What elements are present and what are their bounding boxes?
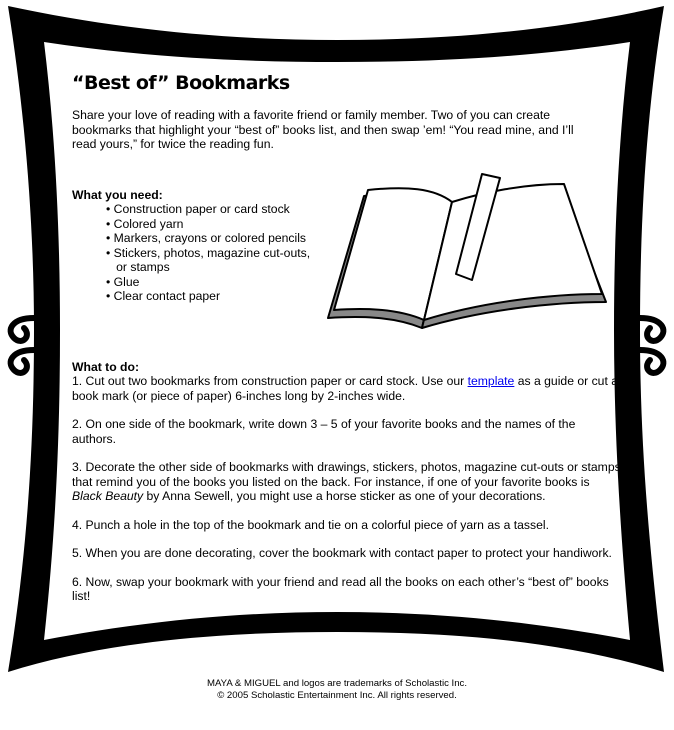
step-1-text: 1. Cut out two bookmarks from construction paper or card stock. Use our [72, 374, 468, 388]
page-title: “Best of” Bookmarks [72, 72, 290, 94]
supply-item: • Construction paper or card stock [106, 202, 290, 216]
step-3-text-end: by Anna Sewell, you might use a horse sticker as one of your decorations. [143, 489, 546, 503]
intro-paragraph: Share your love of reading with a favorite friend or family member. Two of you can create bookmarks that highlight your “best of” books list, and then swap ’em! “You read mine, and I’ll read yours,” for twice the reading fun. [72, 108, 574, 151]
step-6: 6. Now, swap your bookmark with your friend and read all the books on each other’s “best of” books list! [72, 574, 609, 603]
step-1 [72, 374, 622, 403]
supply-item: • Colored yarn [106, 216, 184, 231]
step-5: 5. When you are done decorating, cover the bookmark with contact paper to protect your handiwork. [72, 546, 612, 560]
step-2: 2. On one side of the bookmark, write down 3 – 5 of your favorite books and the names of the authors. [72, 417, 576, 446]
trademark-notice: MAYA & MIGUEL and logos are trademarks of Scholastic Inc. [206, 678, 468, 689]
supply-item: • Clear contact paper [106, 289, 221, 303]
supply-item: • Markers, crayons or colored pencils [106, 231, 307, 245]
step-3-text: 3. Decorate the other side of bookmarks with drawings, stickers, photos, magazine cut-outs or stamps that remind you of the books you listed on the back. For instance, if one of your favorite books is [72, 460, 621, 489]
open-book-icon [322, 168, 612, 358]
supply-item: or stamps [106, 260, 170, 274]
footer [0, 678, 674, 702]
book-title: Black Beauty [72, 489, 144, 503]
what-you-need-heading: What you need: [72, 187, 163, 202]
step-1-text-end: as a guide or cut a book mark (or piece of paper) 6-inches long by 2-inches wide. [72, 374, 619, 403]
copyright-notice: © 2005 Scholastic Entertainment Inc. All rights reserved. [217, 690, 457, 701]
left-swirl-icon [11, 318, 34, 373]
step-4: 4. Punch a hole in the top of the bookmark and tie on a colorful piece of yarn as a tassel. [72, 517, 549, 532]
what-to-do-heading: What to do: [72, 359, 140, 374]
step-3 [72, 460, 622, 504]
supply-item: • Glue [106, 274, 140, 289]
template-link[interactable]: template [467, 374, 515, 388]
right-swirl-icon [640, 318, 663, 373]
supply-item: • Stickers, photos, magazine cut-outs, [106, 245, 311, 260]
